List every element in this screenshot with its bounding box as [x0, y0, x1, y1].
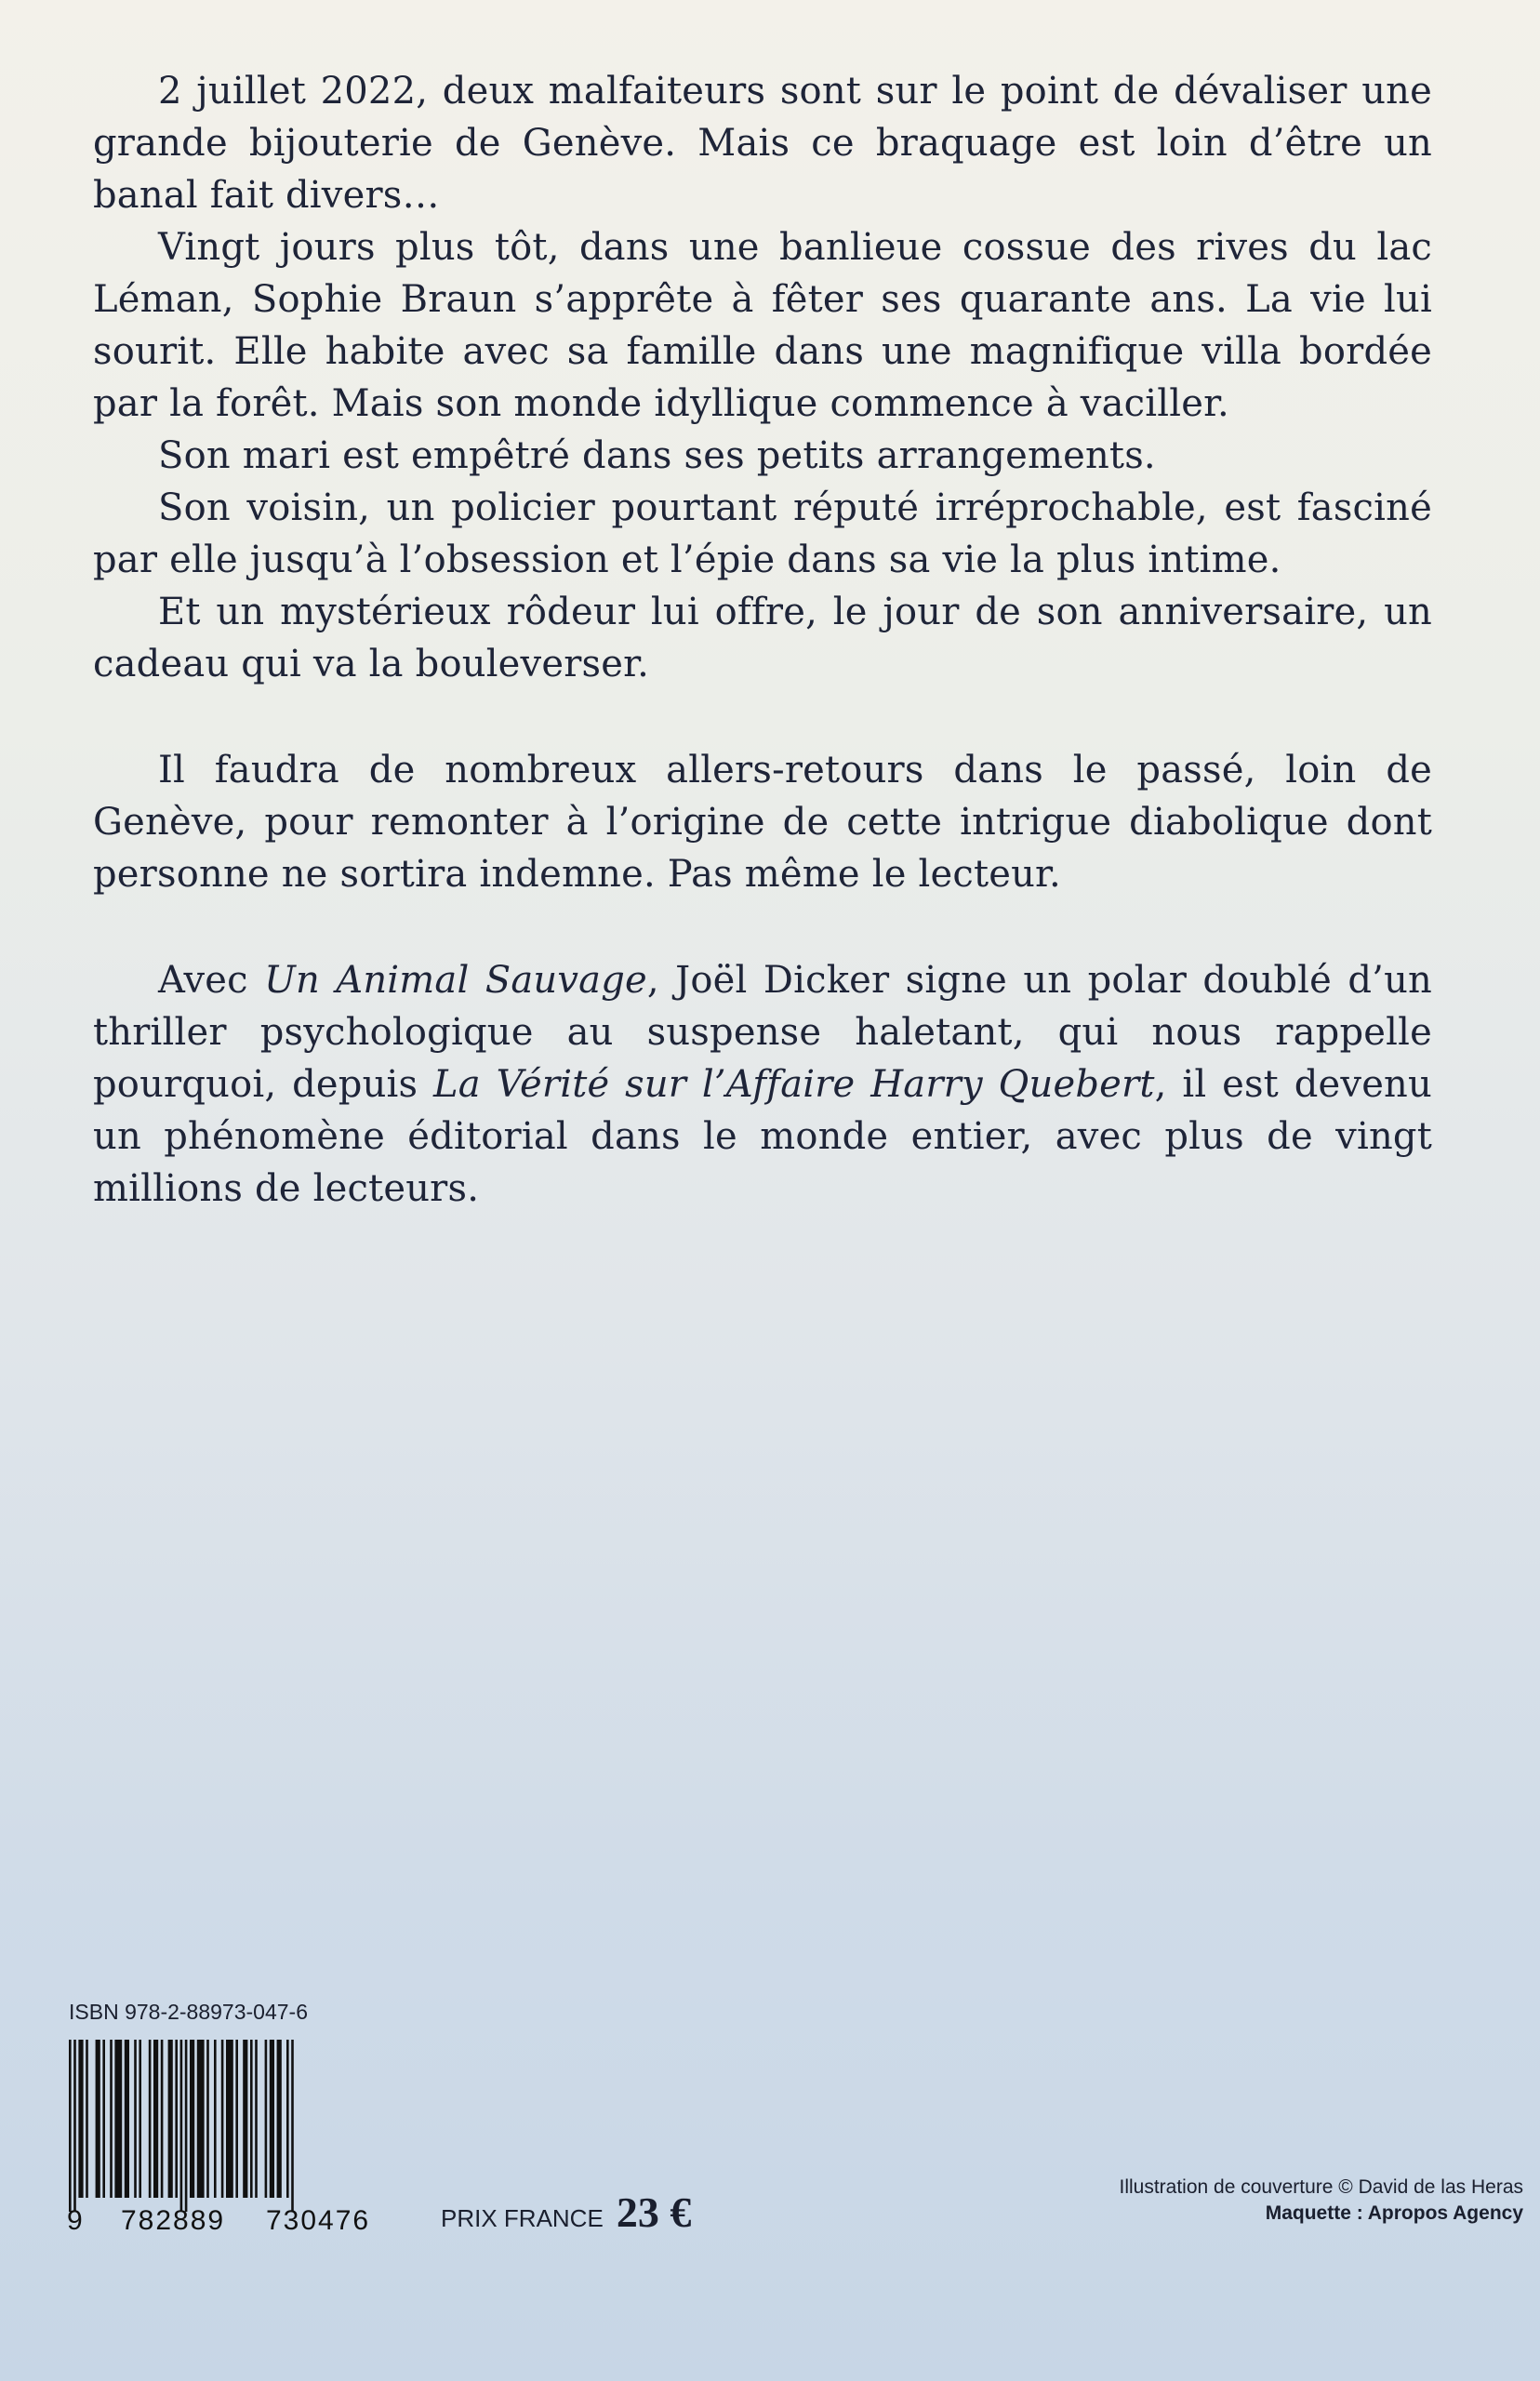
paragraph-gap [93, 900, 1432, 954]
barcode-bar [226, 2040, 233, 2198]
barcode-bar [235, 2040, 238, 2198]
barcode-bar [78, 2040, 83, 2198]
barcode-bar [190, 2040, 194, 2198]
barcode-bar [86, 2040, 88, 2198]
barcode-bar [243, 2040, 247, 2198]
blurb-text: , Joël Dicker signe un polar doublé d’un thriller psychologique au suspense haletant, qui nous rappelle pourquoi, depuis [93, 959, 1433, 1106]
barcode-bar [110, 2040, 113, 2198]
barcode-image [63, 2040, 398, 2235]
blurb-text: , il est devenu un phénomène éditorial dans le monde entier, avec plus de vingt millions de lecteurs. [93, 1063, 1432, 1210]
barcode-bar [161, 2040, 164, 2198]
layout-credit: Maquette : Apropos Agency [1265, 2202, 1523, 2224]
barcode-bar [286, 2040, 289, 2198]
barcode-bar [270, 2040, 274, 2198]
barcode-bar [265, 2040, 268, 2198]
blurb-paragraph-3: Son mari est empêtré dans ses petits arrangements. [158, 434, 1156, 477]
barcode-bar [180, 2040, 183, 2212]
barcode-block [63, 2000, 398, 2235]
blurb-paragraph-1: 2 juillet 2022, deux malfaiteurs sont sur le point de dévaliser une grande bijouterie de Genève. Mais ce braquage est loin d’être un banal fait divers… [93, 70, 1432, 217]
barcode-bar [134, 2040, 137, 2198]
barcode-bar [175, 2040, 178, 2198]
barcode-bar [185, 2040, 188, 2212]
barcode-bar [139, 2040, 141, 2198]
blurb-paragraph-7 [93, 954, 1432, 1215]
barcode-bar [221, 2040, 224, 2198]
barcode-bar [149, 2040, 152, 2198]
book-title: La Vérité sur l’Affaire Harry Quebert [433, 1063, 1155, 1106]
blurb-text: Avec [158, 959, 265, 1002]
barcode-bar [250, 2040, 253, 2198]
barcode-bar [214, 2040, 217, 2198]
illustration-credit: Illustration de couverture © David de las Heras [1119, 2176, 1523, 2198]
barcode-bar [114, 2040, 122, 2198]
barcode-left-digits: 782889 [121, 2205, 226, 2235]
barcode-right-digits: 730476 [266, 2205, 371, 2235]
barcode-first-digit: 9 [67, 2205, 83, 2235]
barcode-bar [168, 2040, 173, 2198]
blurb-paragraph-4: Son voisin, un policier pourtant réputé irréprochable, est fasciné par elle jusqu’à l’obsession et l’épie dans sa vie la plus intime. [93, 486, 1432, 581]
barcode-bar [125, 2040, 129, 2198]
price-label: PRIX FRANCE [441, 2204, 604, 2232]
paragraph-gap [93, 690, 1432, 744]
barcode-bar [255, 2040, 258, 2198]
barcode-bar [69, 2040, 72, 2212]
price-block [441, 2188, 691, 2237]
blurb-paragraph-5: Et un mystérieux rôdeur lui offre, le jour de son anniversaire, un cadeau qui va la bouleverser. [93, 591, 1432, 685]
blurb-paragraph-6: Il faudra de nombreux allers-retours dans le passé, loin de Genève, pour remonter à l’origine de cette intrigue diabolique dont personne ne sortira indemne. Pas même le lecteur. [93, 749, 1432, 896]
barcode-bar [153, 2040, 158, 2198]
barcode-bar [73, 2040, 76, 2212]
credits-block [1119, 2175, 1523, 2227]
book-title: Un Animal Sauvage [264, 959, 647, 1002]
isbn-text: ISBN 978-2-88973-047-6 [69, 2000, 308, 2024]
back-cover-blurb [93, 65, 1432, 1215]
price-value: 23 € [616, 2188, 692, 2236]
barcode-bar [96, 2040, 100, 2198]
barcode-bar [277, 2040, 282, 2198]
blurb-paragraph-2: Vingt jours plus tôt, dans une banlieue cossue des rives du lac Léman, Sophie Braun s’apprête à fêter ses quarante ans. La vie lui sourit. Elle habite avec sa famille dans une magnifique villa bordée par la forêt. Mais son monde idyllique commence à vaciller. [93, 226, 1432, 425]
barcode-bar [197, 2040, 205, 2198]
barcode-bar [291, 2040, 294, 2212]
barcode-bar [206, 2040, 209, 2198]
barcode-bar [102, 2040, 105, 2198]
